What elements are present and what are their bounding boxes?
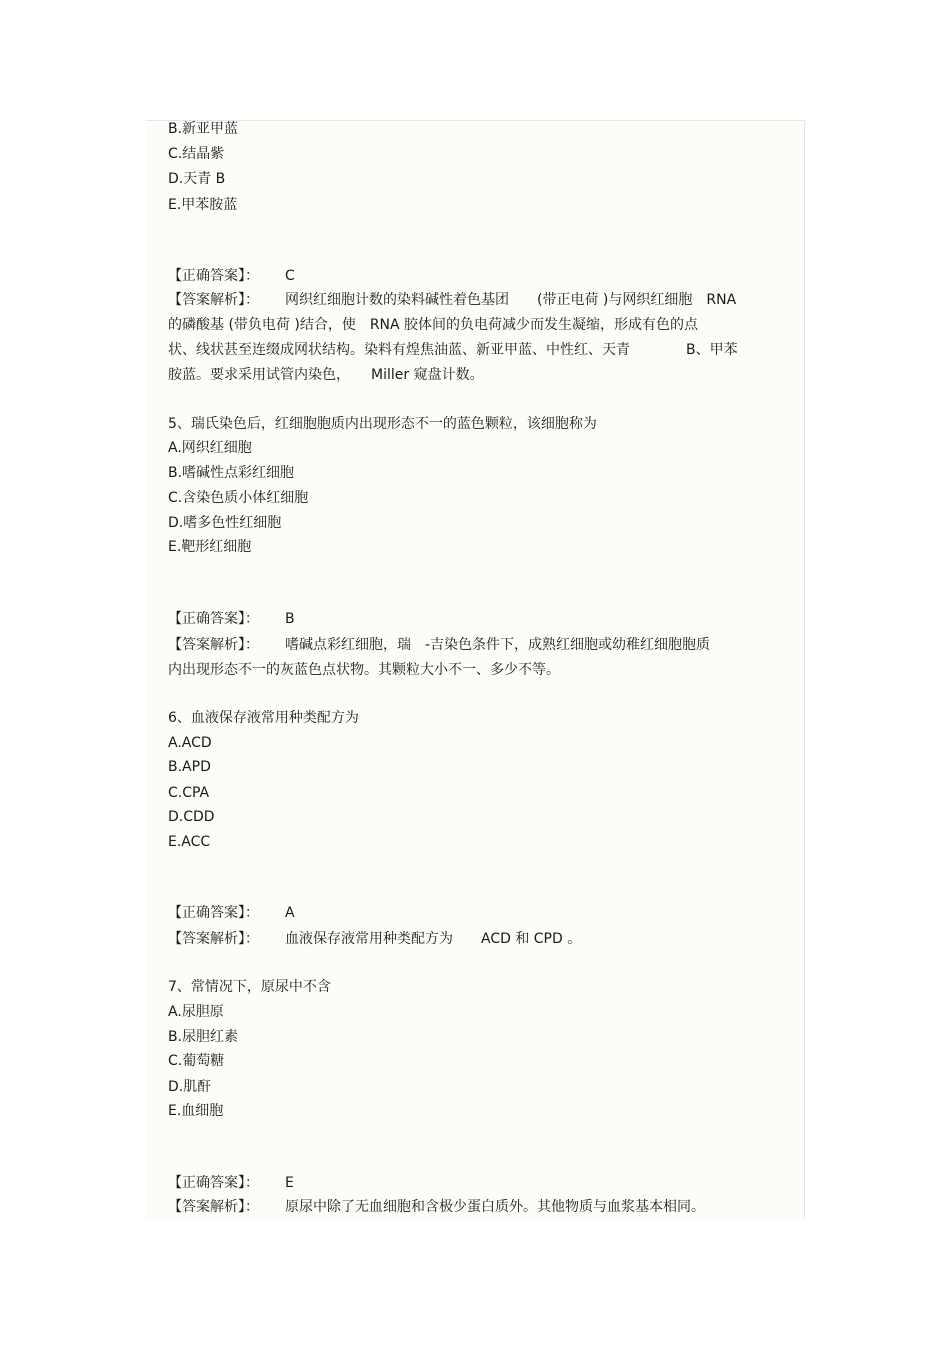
answer-value: B [285, 611, 295, 627]
question-text: 7、常情况下，原尿中不含 [168, 979, 331, 995]
option-b: B.尿胆红素 [168, 1029, 239, 1045]
question-text: 6、血液保存液常用种类配方为 [168, 710, 359, 726]
option-e: E.血细胞 [168, 1103, 224, 1119]
analysis-line: 嗜碱点彩红细胞，瑞 -吉染色条件下，成熟红细胞或幼稚红细胞胞质 [285, 637, 711, 653]
analysis-line: 的磷酸基 (带负电荷 )结合，使 RNA 胶体间的负电荷减少而发生凝缩，形成有色的点 [168, 317, 699, 333]
answer-label: 【正确答案】： [168, 268, 259, 284]
analysis-label: 【答案解析】： [168, 931, 259, 947]
answer-value: A [285, 905, 295, 921]
option-c: C.葡萄糖 [168, 1053, 225, 1069]
option-b: B.新亚甲蓝 [168, 121, 239, 137]
analysis-line: 网织红细胞计数的染料碱性着色基团 (带正电荷 )与网织红细胞 RNA [285, 292, 737, 308]
option-a: A.尿胆原 [168, 1004, 224, 1020]
analysis-line: 胺蓝。要求采用试管内染色， Miller 窥盘计数。 [168, 367, 484, 383]
option-c: C.CPA [168, 785, 210, 801]
analysis-line: 原尿中除了无血细胞和含极少蛋白质外。其他物质与血浆基本相同。 [285, 1199, 705, 1215]
option-a: A.网织红细胞 [168, 440, 252, 456]
analysis-label: 【答案解析】： [168, 637, 259, 653]
option-e: E.靶形红细胞 [168, 539, 252, 555]
option-d: D.肌酐 [168, 1079, 212, 1095]
option-c: C.结晶紫 [168, 146, 225, 162]
option-e: E.甲苯胺蓝 [168, 197, 238, 213]
answer-label: 【正确答案】： [168, 611, 259, 627]
answer-value: E [285, 1175, 294, 1191]
option-e: E.ACC [168, 834, 211, 850]
option-c: C.含染色质小体红细胞 [168, 490, 309, 506]
analysis-line: 血液保存液常用种类配方为 ACD 和 CPD 。 [285, 931, 582, 947]
analysis-line: 内出现形态不一的灰蓝色点状物。其颗粒大小不一、多少不等。 [168, 662, 560, 678]
option-d: D.CDD [168, 809, 215, 825]
option-b: B.APD [168, 759, 211, 775]
option-d: D.天青 B [168, 171, 226, 187]
analysis-label: 【答案解析】： [168, 292, 259, 308]
option-d: D.嗜多色性红细胞 [168, 515, 282, 531]
analysis-label: 【答案解析】： [168, 1199, 259, 1215]
question-text: 5、瑞氏染色后，红细胞胞质内出现形态不一的蓝色颗粒，该细胞称为 [168, 416, 597, 432]
analysis-line: 状、线状甚至连缀成网状结构。染料有煌焦油蓝、新亚甲蓝、中性红、天青 B、甲苯 [168, 342, 738, 358]
answer-value: C [285, 268, 295, 284]
answer-label: 【正确答案】： [168, 1175, 259, 1191]
option-b: B.嗜碱性点彩红细胞 [168, 465, 295, 481]
option-a: A.ACD [168, 735, 212, 751]
answer-label: 【正确答案】： [168, 905, 259, 921]
